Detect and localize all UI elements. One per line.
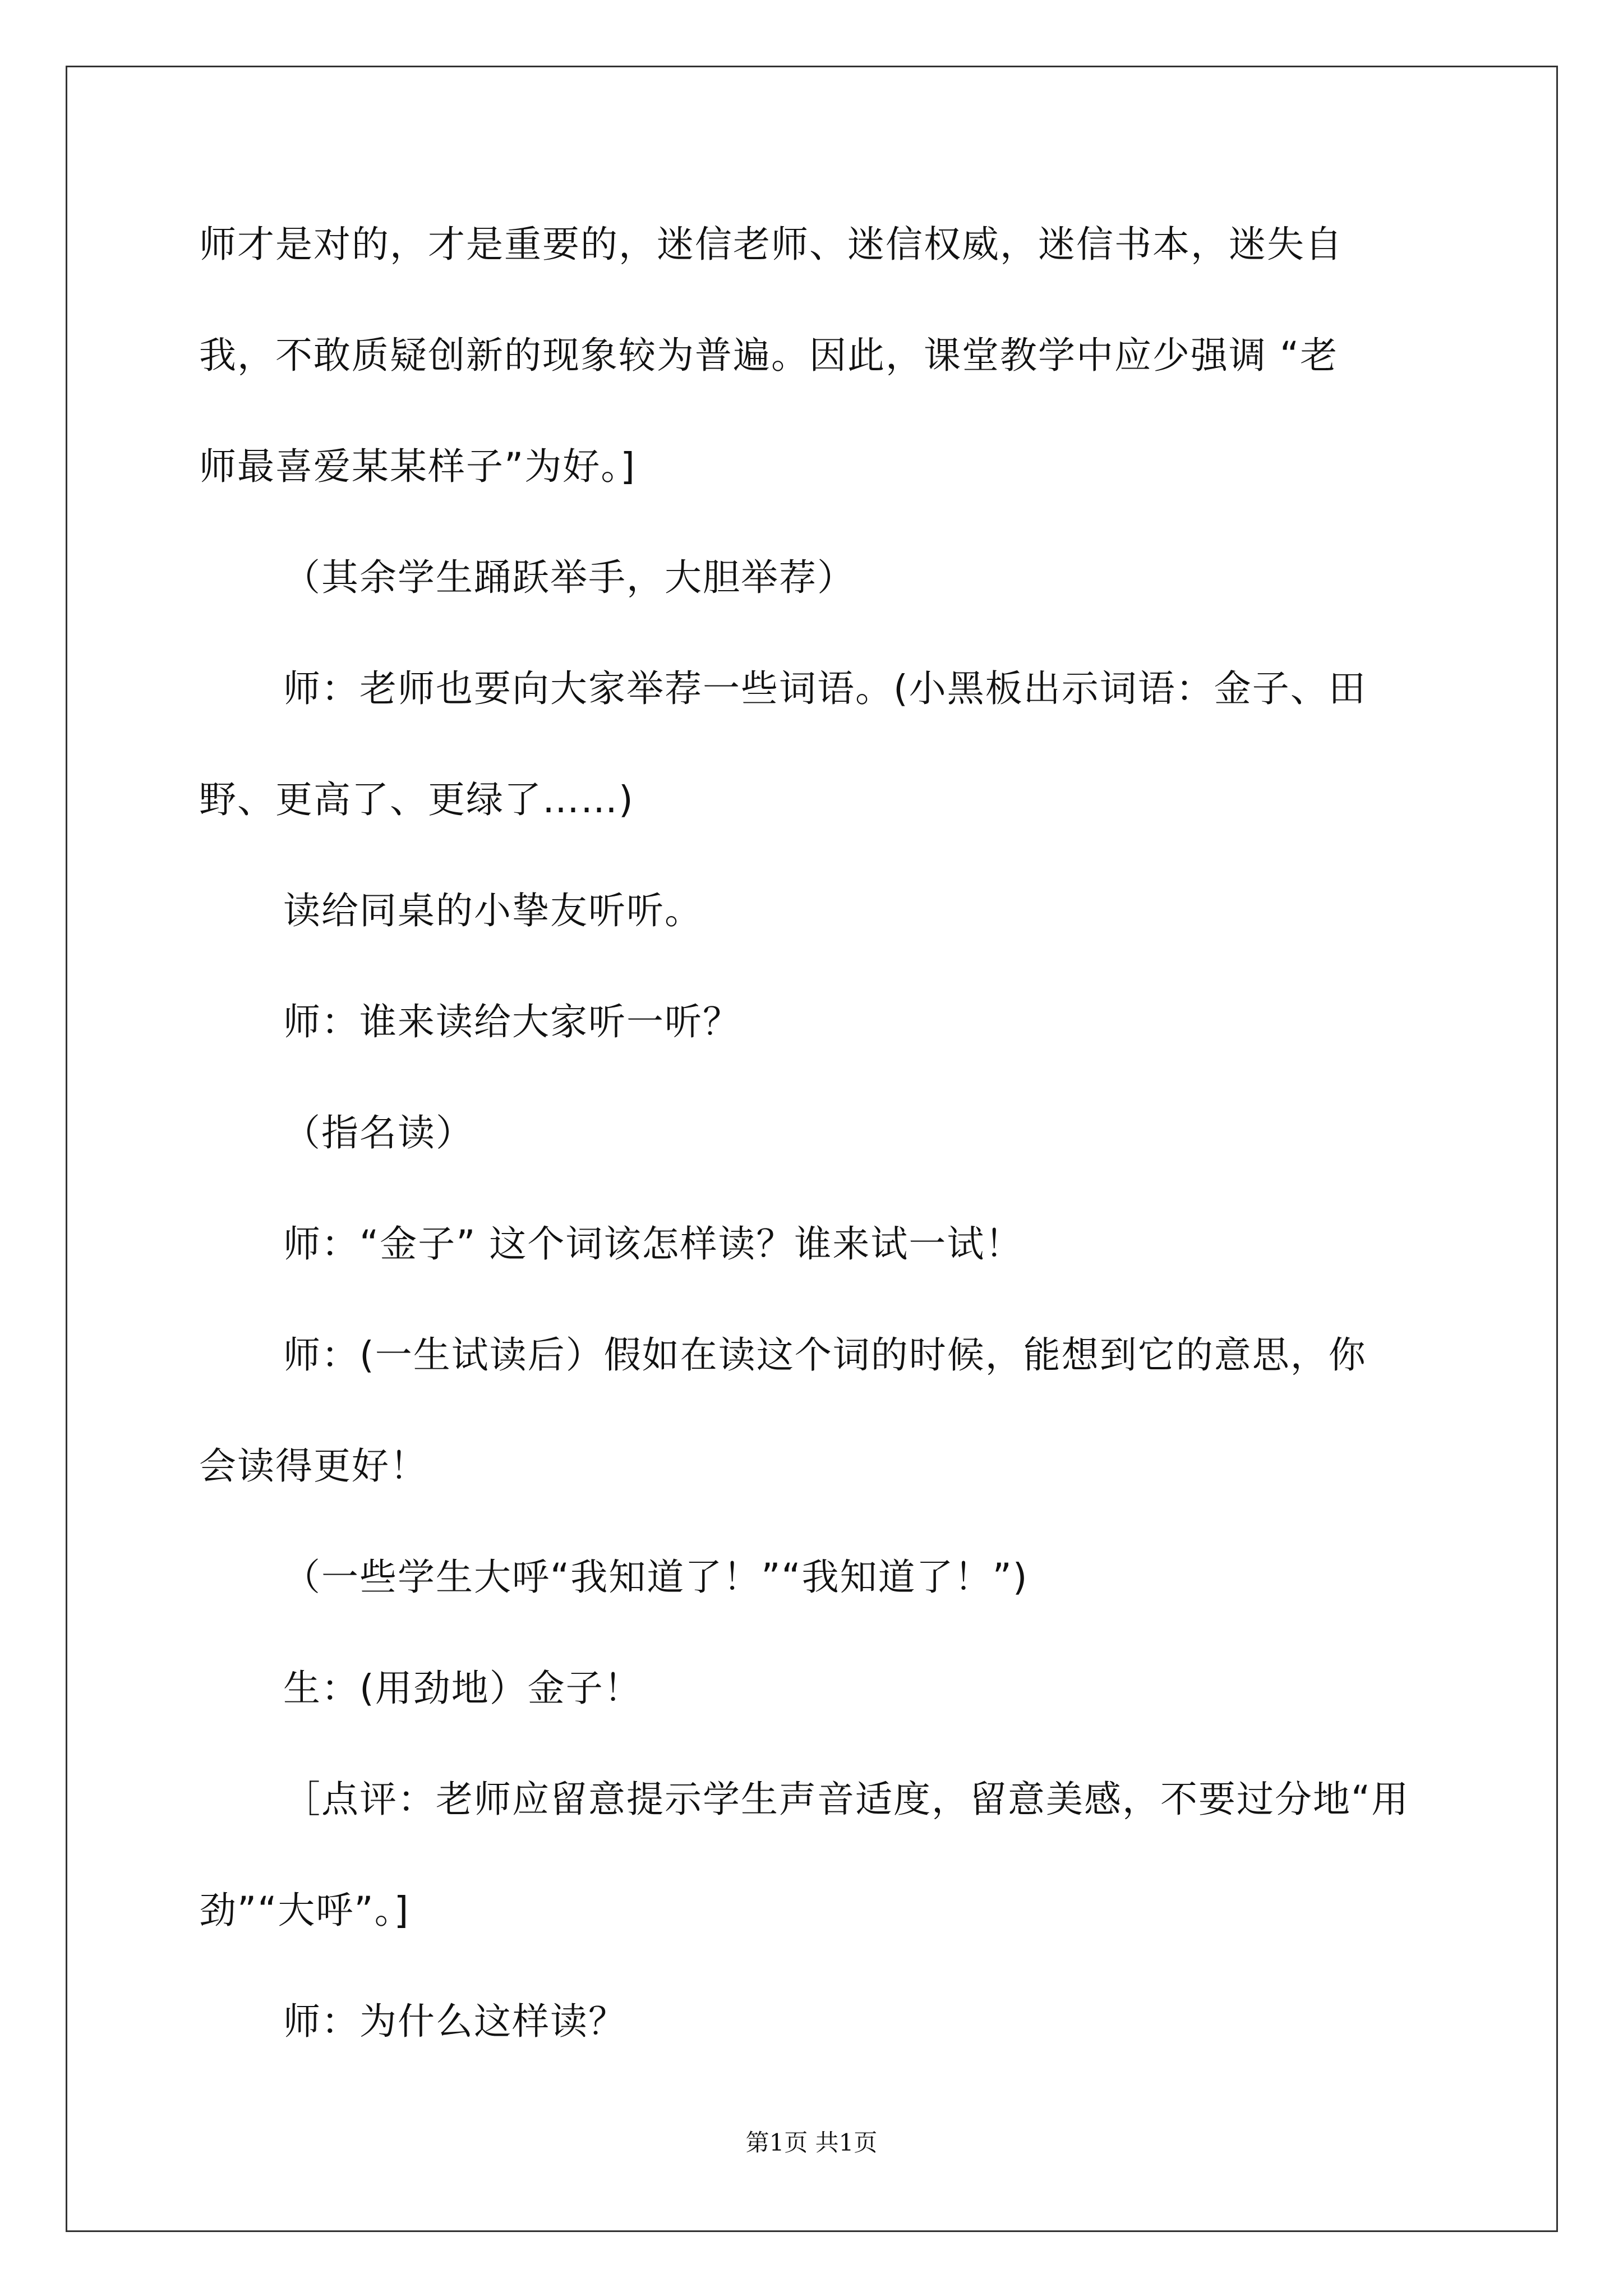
text-line: 师：“金子” 这个词该怎样读？谁来试一试！ — [283, 1222, 1023, 1266]
text-line: 师：谁来读给大家听一听？ — [283, 1000, 741, 1043]
text-line: 师最喜爱某某样子”为好。] — [199, 445, 636, 488]
text-line: 劲”“大呼”。] — [199, 1889, 410, 1932]
text-line: ［点评：老师应留意提示学生声音适度，留意美感，不要过分地“用 — [283, 1778, 1410, 1821]
text-line: （其余学生踊跃举手，大胆举荐） — [283, 556, 855, 599]
text-line: （一些学生大呼“我知道了！”“我知道了！”) — [283, 1556, 1029, 1599]
text-line: 野、更高了、更绿了……) — [199, 778, 634, 821]
text-line: 师：老师也要向大家举荐一些词语。(小黑板出示词语：金子、田 — [283, 667, 1367, 710]
text-line: 师才是对的，才是重要的，迷信老师、迷信权威，迷信书本，迷失自 — [199, 223, 1343, 266]
text-line: 读给同桌的小挚友听听。 — [283, 889, 703, 932]
text-line: 师：(一生试读后）假如在读这个词的时候，能想到它的意思，你 — [283, 1333, 1367, 1377]
page-footer: 第1页 共1页 — [745, 2129, 878, 2156]
text-line: 生：(用劲地）金子！ — [283, 1667, 642, 1710]
text-line: （指名读） — [283, 1111, 474, 1154]
text-line: 会读得更好！ — [199, 1444, 428, 1488]
text-line: 我，不敢质疑创新的现象较为普遍。因此，课堂教学中应少强调 “老 — [199, 334, 1339, 377]
text-line: 师：为什么这样读？ — [283, 2000, 626, 2043]
